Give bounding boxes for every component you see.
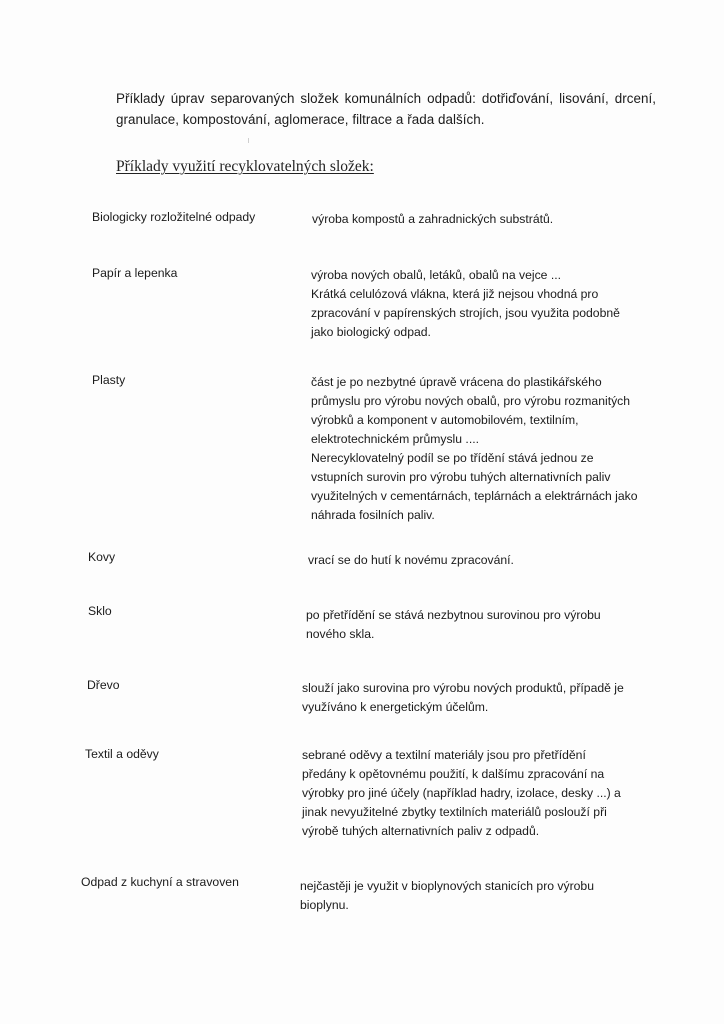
material-use: nejčastěji je využit v bioplynových stanicích pro výrobu bioplynu.: [300, 879, 594, 912]
material-use: výroba nových obalů, letáků, obalů na vejce ... Krátká celulózová vlákna, která již nejsou vhodná pro zpracování v papírenských strojích, jsou využita podobně jako biologický odpad.: [311, 268, 620, 339]
material-use: po přetřídění se stává nezbytnou surovinou pro výrobu nového skla.: [306, 608, 601, 641]
material-label: Odpad z kuchyní a stravoven: [81, 875, 239, 889]
material-use: vrací se do hutí k novému zpracování.: [308, 553, 514, 567]
scan-speck: [248, 138, 249, 143]
material-label: Papír a lepenka: [92, 266, 178, 280]
material-label: Kovy: [88, 550, 116, 564]
material-label: Sklo: [88, 604, 112, 618]
material-use: část je po nezbytné úpravě vrácena do plastikářského průmyslu pro výrobu nových obalů, pro výrobu rozmanitých výrobků a komponent v automobilovém, textilním, elektrotechnickém průmyslu .... Nerecyklovatelný podíl se po třídění stává jednou ze vstupních surovin pro výrobu tuhých alternativních paliv využitelných v cementárnách, teplárnách a elektrárnách jako náhrada fosilních paliv.: [311, 375, 638, 522]
section-heading: Příklady využití recyklovatelných složek:: [116, 158, 374, 175]
material-label: Biologicky rozložitelné odpady: [92, 210, 256, 224]
material-label: Dřevo: [87, 678, 120, 692]
material-label: Textil a oděvy: [85, 747, 159, 761]
material-use: sebrané oděvy a textilní materiály jsou pro přetřídění předány k opětovnému použití, k dalšímu zpracování na výrobky pro jiné účely (například hadry, izolace, desky ...) a jinak nevyužitelné zbytky textilních materiálů poslouží při výrobě tuhých alternativních paliv z odpadů.: [302, 748, 621, 838]
material-label: Plasty: [92, 373, 126, 387]
material-use: výroba kompostů a zahradnických substrátů.: [312, 212, 554, 226]
intro-paragraph: Příklady úprav separovaných složek komunálních odpadů: dotřiďování, lisování, drcení, granulace, kompostování, aglomerace, filtrace a řada dalších.: [116, 91, 656, 127]
material-use: slouží jako surovina pro výrobu nových produktů, případě je využíváno k energetickým účelům.: [302, 681, 624, 714]
